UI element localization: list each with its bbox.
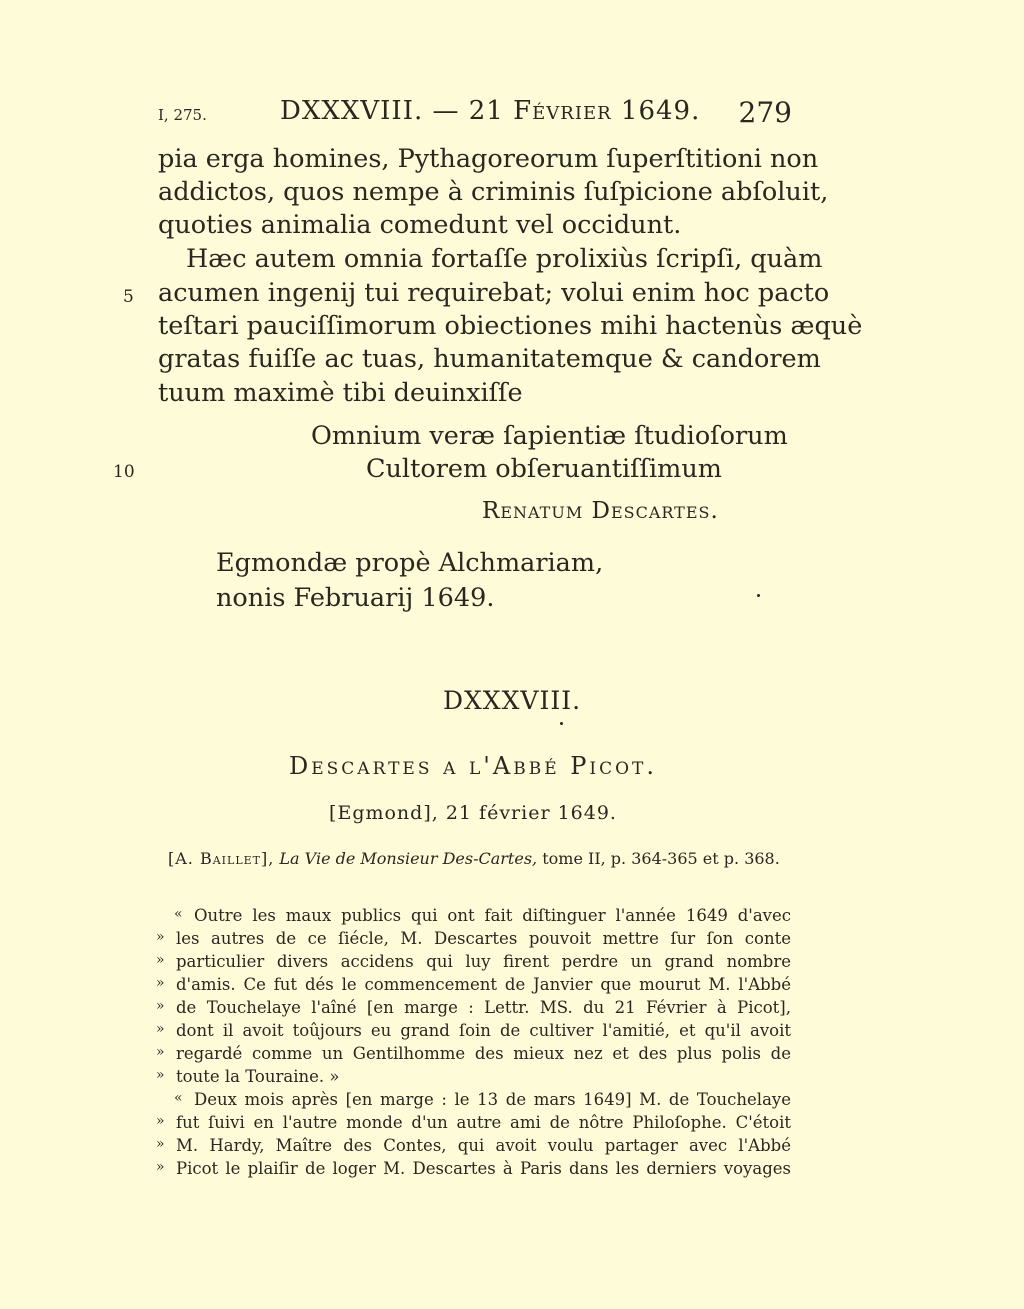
quote-text: de Touchelaye l'aîné [en marge : Lettr. MS. du 21 Février à Picot], [176, 998, 791, 1017]
source-location: tome II, p. 364-365 et p. 368. [542, 849, 780, 868]
signature-line-2: Cultorem obſeruantiſſimum [366, 454, 722, 484]
quote-line [0, 1067, 1024, 1090]
quote-mark: » [156, 975, 165, 991]
line-number-5: 5 [123, 287, 134, 307]
quote-text: Picot le plaiſir de loger M. Descartes à Paris dans les derniers voyages [176, 1159, 791, 1178]
latin-line-1: pia erga homines, Pythagoreorum ſuperſtitioni non [158, 144, 819, 174]
letter-date: [Egmond], 21 février 1649. [329, 802, 617, 824]
quote-mark: » [156, 1067, 165, 1083]
quote-line [0, 1090, 1024, 1113]
header-title [280, 96, 700, 126]
quote-text: Deux mois après [en marge : le 13 de mars 1649] M. de Touchelaye [194, 1090, 791, 1109]
source-citation [168, 849, 780, 868]
quote-text: particulier divers accidens qui luy firent perdre un grand nombre [176, 952, 791, 971]
quote-mark: » [156, 1159, 165, 1175]
quote-line [0, 1113, 1024, 1136]
ink-speck [560, 722, 563, 725]
quote-mark: » [156, 929, 165, 945]
page-number: 279 [738, 96, 792, 129]
quote-mark: » [156, 1113, 165, 1129]
quote-text: les autres de ce ſiécle, M. Descartes pouvoit mettre ſur ſon conte [176, 929, 791, 948]
quote-line [0, 1021, 1024, 1044]
quote-mark: » [156, 998, 165, 1014]
source-work: La Vie de Monsieur Des-Cartes, [279, 849, 538, 868]
latin-line-2: addictos, quos nempe à criminis ſuſpicione abſoluit, [158, 177, 829, 207]
place-line-1: Egmondæ propè Alchmariam, [216, 548, 604, 578]
quote-text: dont il avoit toûjours eu grand ſoin de cultiver l'amitié, et qu'il avoit [176, 1021, 791, 1040]
quote-mark: » [156, 1044, 165, 1060]
quote-line [0, 1159, 1024, 1182]
signature-line-1: Omnium veræ ſapientiæ ſtudioſorum [311, 421, 788, 451]
letter-title: Descartes a l'Abbé Picot. [288, 752, 658, 780]
header-title-date: 21 Février 1649. [468, 96, 701, 126]
quote-mark: » [156, 1021, 165, 1037]
quote-text: d'amis. Ce fut dés le commencement de Janvier que mourut M. l'Abbé [176, 975, 791, 994]
header-reference: I, 275. [158, 106, 207, 124]
source-author: [A. Baillet], [168, 849, 275, 868]
quote-line [0, 1044, 1024, 1067]
quote-line [0, 998, 1024, 1021]
ink-speck [757, 594, 760, 597]
latin-line-7: gratas fuiſſe ac tuas, humanitatemque & candorem [158, 344, 821, 374]
quote-mark: » [156, 952, 165, 968]
running-header [158, 96, 792, 136]
quote-line [0, 1136, 1024, 1159]
quote-mark: » [156, 1136, 165, 1152]
quote-mark: « [174, 906, 183, 922]
place-line-2: nonis Februarij 1649. [216, 583, 495, 613]
line-number-10: 10 [113, 462, 135, 482]
signature-name: Renatum Descartes. [482, 498, 719, 524]
quote-text: M. Hardy, Maître des Contes, qui avoit voulu partager avec l'Abbé [176, 1136, 791, 1155]
quote-line [0, 975, 1024, 998]
quote-text: fut ſuivi en l'autre monde d'un autre ami de nôtre Philoſophe. C'étoit [176, 1113, 791, 1132]
latin-line-4: Hæc autem omnia fortaſſe prolixiùs ſcripſi, quàm [186, 244, 823, 274]
quote-mark: « [174, 1090, 183, 1106]
letter-number: DXXXVIII. [442, 686, 582, 715]
latin-line-6: teſtari pauciſſimorum obiectiones mihi hactenùs æquè [158, 311, 863, 341]
quote-text: regardé comme un Gentilhomme des mieux nez et des plus polis de [176, 1044, 791, 1063]
header-title-separator: — [432, 96, 460, 126]
quote-line [0, 929, 1024, 952]
latin-line-8: tuum maximè tibi deuinxiſſe [158, 378, 523, 408]
latin-line-3: quoties animalia comedunt vel occidunt. [158, 210, 682, 240]
header-title-number: DXXXVIII. [280, 96, 424, 126]
quote-text: toute la Touraine. » [176, 1067, 340, 1086]
latin-line-5: acumen ingenij tui requirebat; volui enim hoc pacto [158, 278, 830, 308]
quote-line [0, 952, 1024, 975]
quote-text: Outre les maux publics qui ont fait diſtinguer l'année 1649 d'avec [194, 906, 791, 925]
quote-line [0, 906, 1024, 929]
